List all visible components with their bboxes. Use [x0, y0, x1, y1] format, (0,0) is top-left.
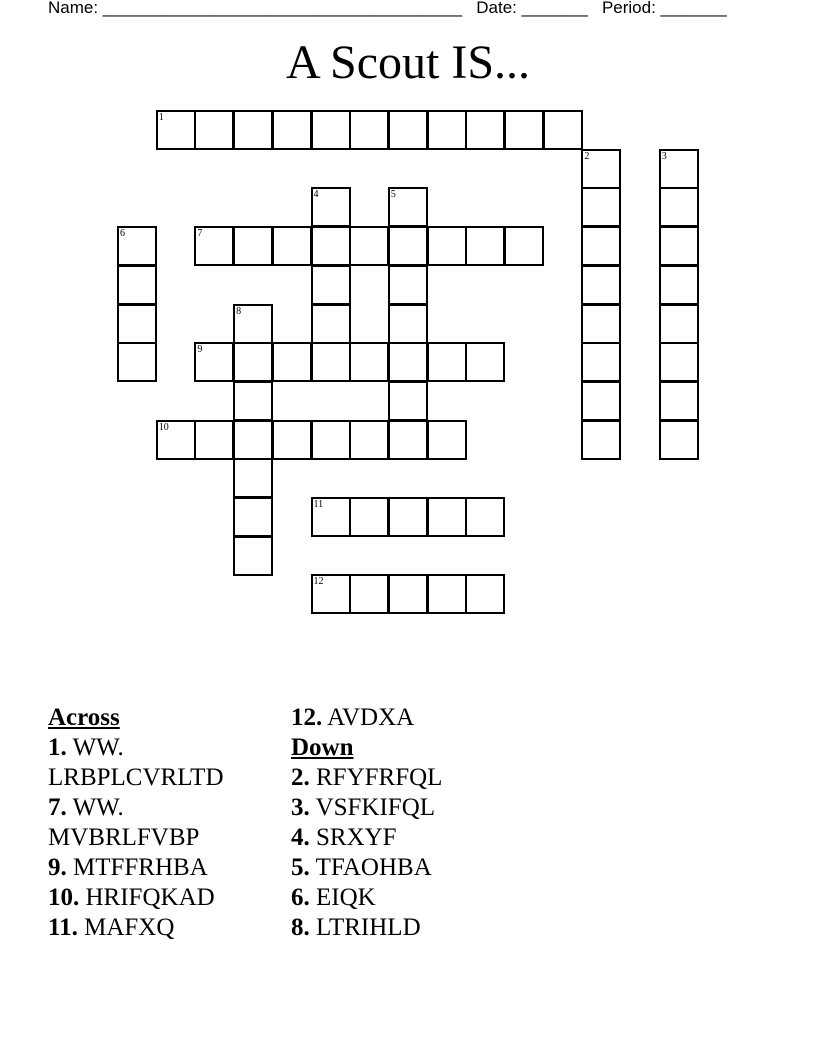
clue-number: 2. [291, 764, 310, 791]
grid-cell[interactable] [388, 381, 428, 421]
grid-cell[interactable] [233, 536, 273, 576]
grid-cell[interactable] [156, 110, 196, 150]
grid-cell[interactable] [349, 226, 389, 266]
clue-number: 7. [48, 794, 67, 821]
clue-number: 9. [48, 854, 67, 881]
grid-cell[interactable] [388, 420, 428, 460]
grid-cell[interactable] [311, 574, 351, 614]
clues-column-left [48, 703, 224, 943]
grid-cell[interactable] [156, 420, 196, 460]
grid-cell[interactable] [272, 342, 312, 382]
grid-cell[interactable] [194, 226, 234, 266]
clue-item [291, 793, 442, 823]
grid-cell[interactable] [233, 497, 273, 537]
clue-text: MAFXQ [84, 914, 175, 941]
grid-cell[interactable] [233, 226, 273, 266]
grid-cell[interactable] [349, 420, 389, 460]
grid-cell[interactable] [465, 342, 505, 382]
clue-item [291, 703, 442, 733]
grid-cell[interactable] [581, 187, 621, 227]
across-heading: Across [48, 704, 120, 731]
clue-number: 8 [236, 305, 242, 317]
grid-cell[interactable] [465, 497, 505, 537]
grid-cell[interactable] [272, 110, 312, 150]
grid-cell[interactable] [388, 574, 428, 614]
grid-cell[interactable] [311, 187, 351, 227]
grid-cell[interactable] [427, 342, 467, 382]
grid-cell[interactable] [659, 265, 699, 305]
clue-number: 9 [197, 344, 203, 356]
grid-cell[interactable] [311, 342, 351, 382]
clue-text: MVBRLFVBP [48, 824, 200, 851]
grid-cell[interactable] [233, 110, 273, 150]
grid-cell[interactable] [233, 458, 273, 498]
grid-cell[interactable] [465, 226, 505, 266]
clue-item [48, 913, 224, 943]
clue-item [291, 763, 442, 793]
clue-item [291, 913, 442, 943]
clue-number: 11. [48, 914, 78, 941]
grid-cell[interactable] [659, 304, 699, 344]
grid-cell[interactable] [581, 304, 621, 344]
clue-text: SRXYF [316, 824, 397, 851]
clue-text: HRIFQKAD [85, 884, 215, 911]
clue-number: 4. [291, 824, 310, 851]
grid-cell[interactable] [427, 574, 467, 614]
grid-cell[interactable] [581, 381, 621, 421]
grid-cell[interactable] [659, 187, 699, 227]
clue-number: 6 [120, 228, 125, 240]
clue-text: TFAOHBA [315, 854, 432, 881]
clue-number: 12 [313, 576, 324, 588]
grid-cell[interactable] [659, 149, 699, 189]
grid-cell[interactable] [311, 226, 351, 266]
clue-text: MTFFRHBA [73, 854, 208, 881]
clue-item [291, 883, 442, 913]
grid-cell[interactable] [388, 265, 428, 305]
grid-cell[interactable] [388, 304, 428, 344]
grid-cell[interactable] [388, 342, 428, 382]
clue-number: 12. [291, 704, 323, 731]
grid-cell[interactable] [311, 420, 351, 460]
clue-number: 5 [390, 189, 396, 201]
grid-cell[interactable] [272, 420, 312, 460]
grid-cell[interactable] [233, 304, 273, 344]
grid-cell[interactable] [311, 304, 351, 344]
grid-cell[interactable] [388, 497, 428, 537]
grid-cell[interactable] [272, 226, 312, 266]
clue-text: WW. [72, 794, 124, 821]
grid-cell[interactable] [581, 226, 621, 266]
grid-cell[interactable] [465, 110, 505, 150]
clue-number: 2 [584, 150, 590, 162]
grid-cell[interactable] [349, 497, 389, 537]
clue-text: VSFKIFQL [315, 794, 436, 821]
grid-cell[interactable] [427, 226, 467, 266]
clue-number: 1. [48, 734, 67, 761]
clue-number: 11 [313, 499, 324, 510]
grid-cell[interactable] [504, 110, 544, 150]
clue-number: 10 [158, 421, 169, 433]
clue-item [48, 883, 224, 913]
grid-cell[interactable] [117, 304, 157, 344]
grid-cell[interactable] [659, 226, 699, 266]
grid-cell[interactable] [659, 381, 699, 421]
clue-number: 3 [661, 150, 667, 162]
grid-cell[interactable] [581, 265, 621, 305]
clue-text: EIQK [316, 884, 376, 911]
grid-cell[interactable] [233, 342, 273, 382]
grid-cell[interactable] [388, 226, 428, 266]
clue-item [48, 793, 224, 853]
clue-item [48, 853, 224, 883]
clue-number: 3. [291, 794, 310, 821]
grid-cell[interactable] [504, 226, 544, 266]
grid-cell[interactable] [427, 110, 467, 150]
grid-cell[interactable] [233, 420, 273, 460]
grid-cell[interactable] [194, 420, 234, 460]
clue-number: 5. [291, 854, 310, 881]
grid-cell[interactable] [349, 110, 389, 150]
clue-item [48, 733, 224, 793]
clue-text: RFYFRFQL [316, 764, 443, 791]
grid-cell[interactable] [194, 342, 234, 382]
grid-cell[interactable] [465, 574, 505, 614]
clue-number: 8. [291, 914, 310, 941]
grid-cell[interactable] [581, 420, 621, 460]
clue-number: 10. [48, 884, 80, 911]
grid-cell[interactable] [427, 497, 467, 537]
grid-cell[interactable] [388, 110, 428, 150]
down-heading: Down [291, 734, 354, 761]
grid-cell[interactable] [311, 265, 351, 305]
clue-text: WW. [72, 734, 124, 761]
clue-text: LRBPLCVRLTD [48, 764, 224, 791]
clue-text: AVDXA [327, 704, 415, 731]
grid-cell[interactable] [659, 342, 699, 382]
grid-cell[interactable] [349, 574, 389, 614]
clues-column-right [291, 703, 442, 943]
grid-cell[interactable] [543, 110, 583, 150]
clue-number: 1 [158, 112, 164, 123]
clue-text: LTRIHLD [316, 914, 421, 941]
grid-cell[interactable] [117, 265, 157, 305]
clue-item [291, 823, 442, 853]
grid-cell[interactable] [581, 342, 621, 382]
grid-cell[interactable] [117, 226, 157, 266]
grid-cell[interactable] [117, 342, 157, 382]
header-fields: Name: ______________________________________ Date: _______ Period: _______ [48, 0, 727, 17]
grid-cell[interactable] [311, 110, 351, 150]
grid-cell[interactable] [194, 110, 234, 150]
grid-cell[interactable] [659, 420, 699, 460]
clue-item [291, 853, 442, 883]
grid-cell[interactable] [311, 497, 351, 537]
clue-number: 4 [313, 189, 319, 201]
clue-number: 7 [197, 228, 203, 240]
grid-cell[interactable] [427, 420, 467, 460]
page-title: A Scout IS... [285, 36, 531, 89]
grid-cell[interactable] [388, 187, 428, 227]
grid-cell[interactable] [349, 342, 389, 382]
grid-cell[interactable] [581, 149, 621, 189]
grid-cell[interactable] [233, 381, 273, 421]
clue-number: 6. [291, 884, 310, 911]
